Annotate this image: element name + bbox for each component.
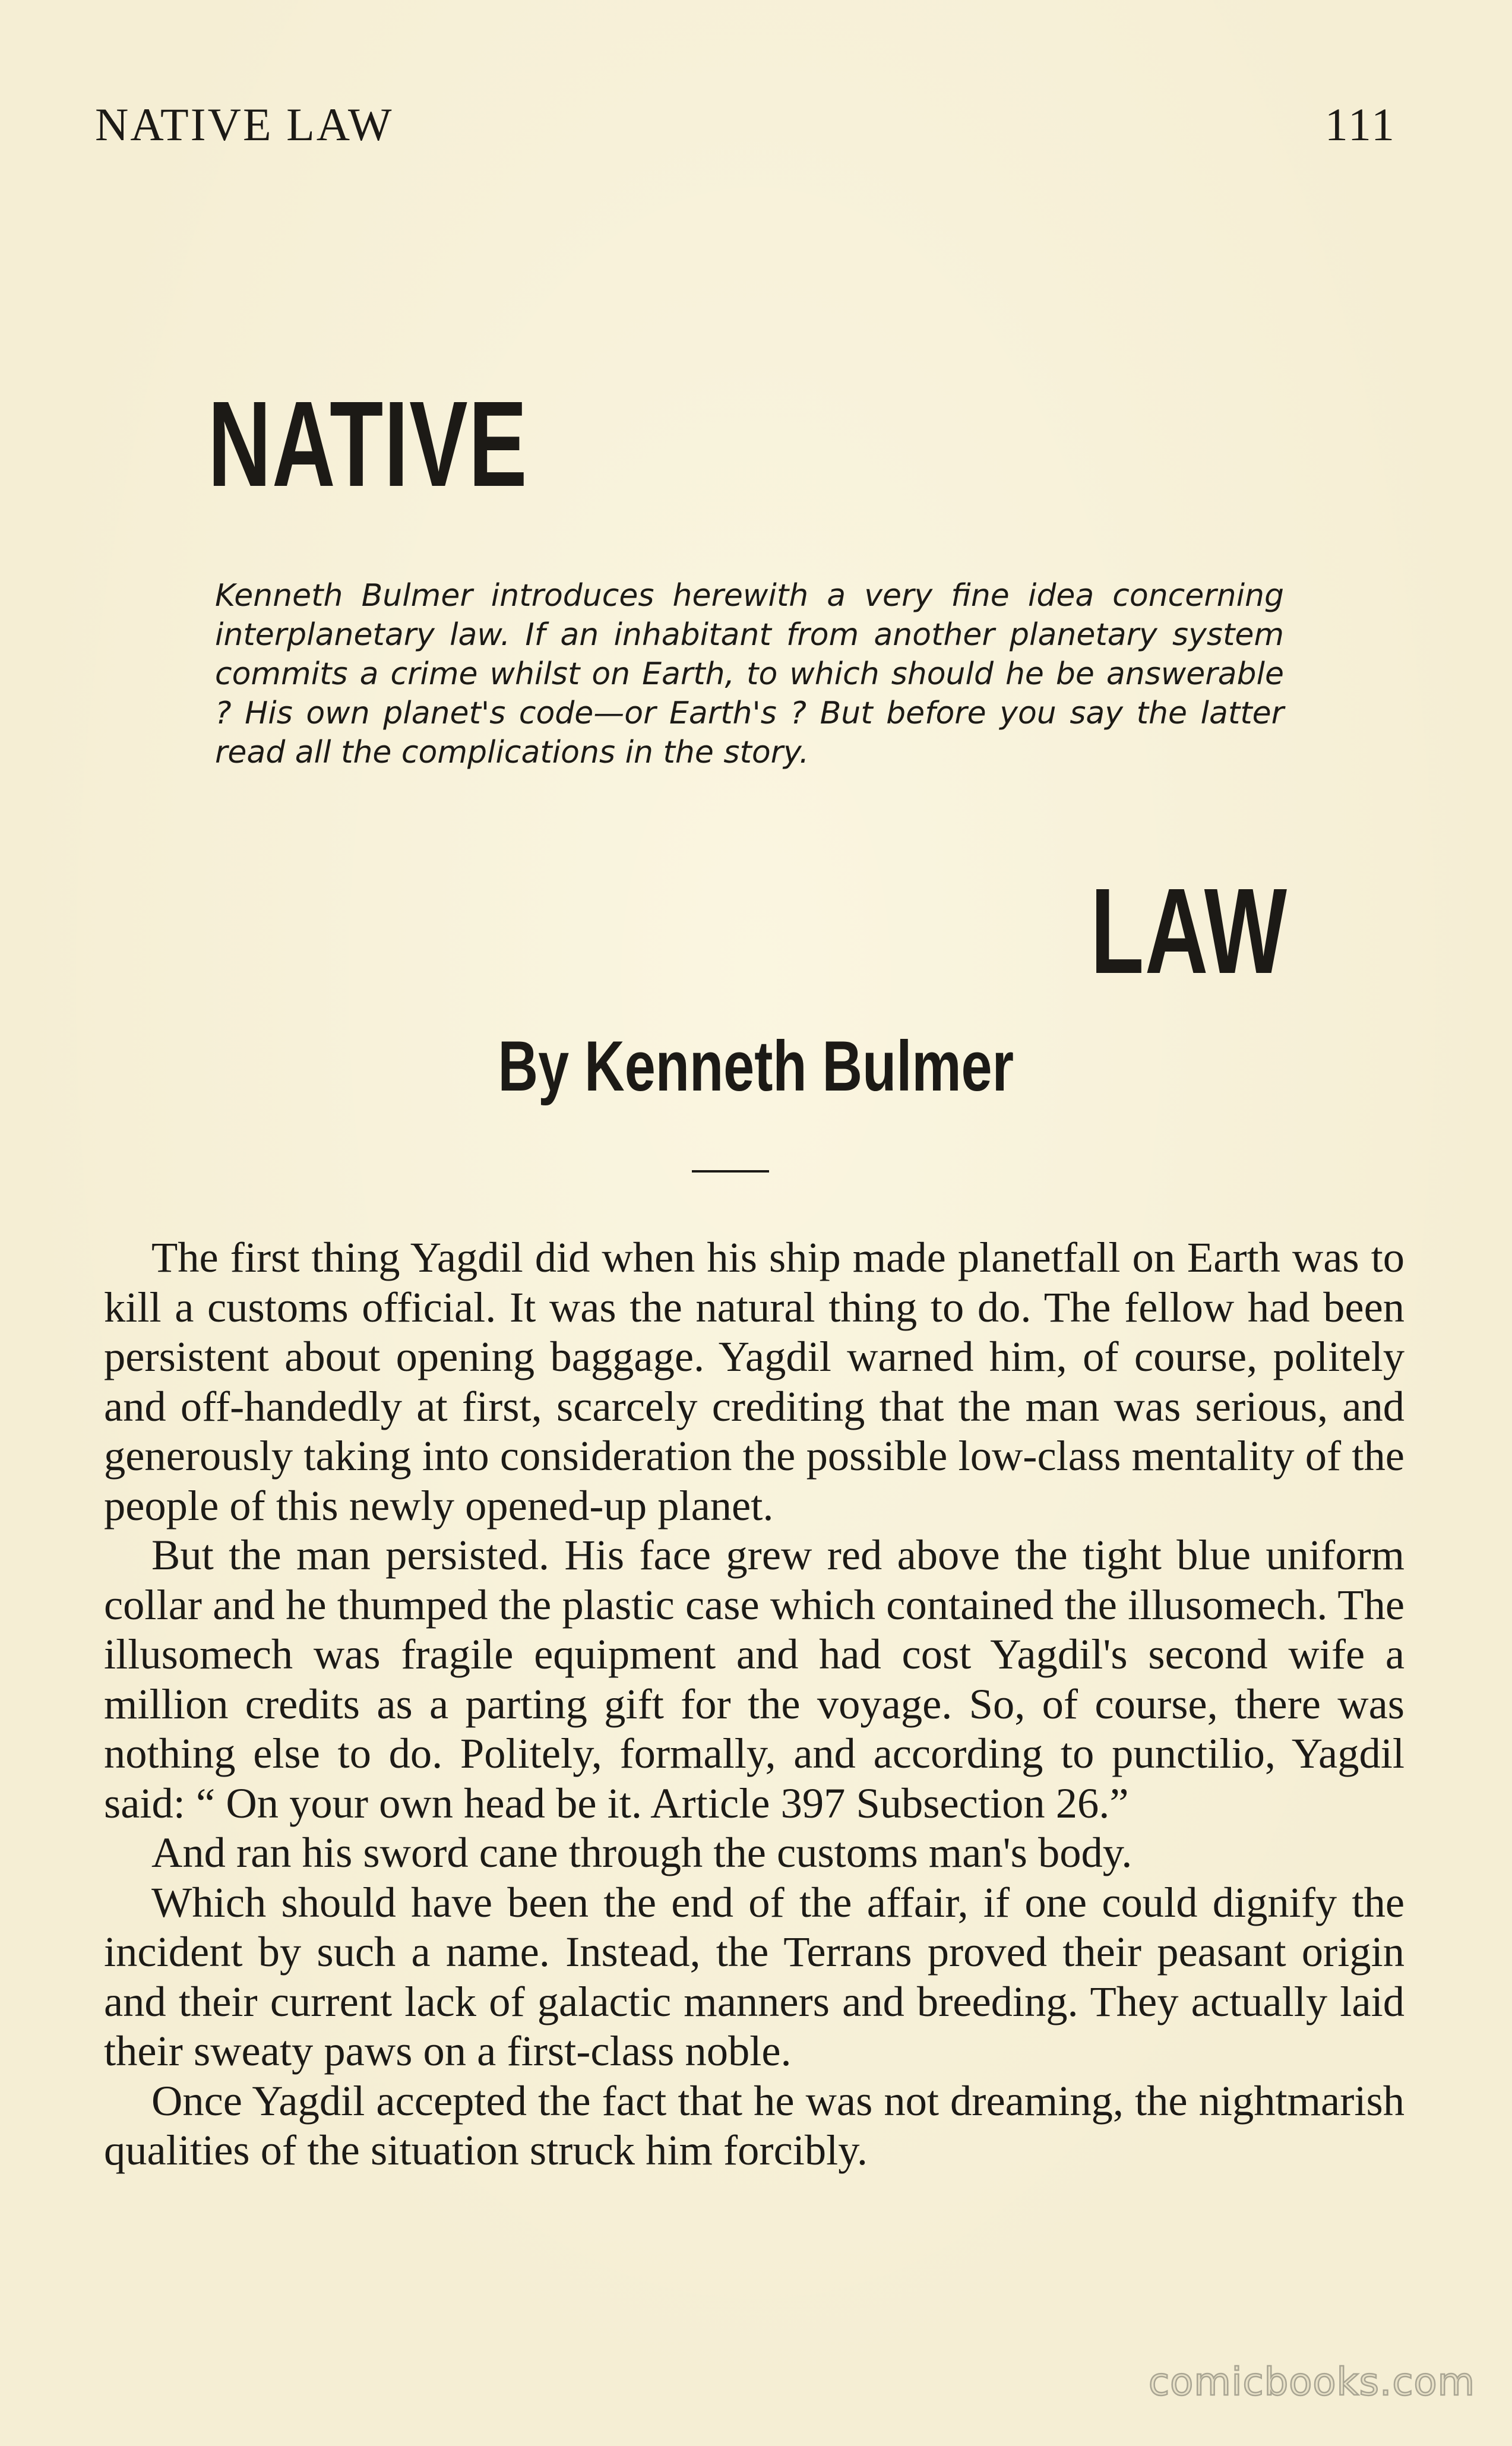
byline xyxy=(0,1026,1512,1106)
running-head xyxy=(95,98,1396,151)
paragraph: But the man persisted. His face grew red above the tight blue uniform collar and he thumped the plastic case which contained the illusomech. The illusomech was fragile equipment and had cost Yagdil's second wife a million credits as a parting gift for the voyage. So, of course, there was nothing else to do. Politely, formally, and according to punctilio, Yagdil said: “ On your own head be it. Article 397 Subsection 26.” xyxy=(104,1531,1405,1827)
section-divider xyxy=(692,1170,769,1173)
paragraph: Which should have been the end of the affair, if one could dignify the incident by such a name. Instead, the Terrans proved their peasant origin and their current lack of galactic manners and breeding. They actually laid their sweaty paws on a first-class noble. xyxy=(104,1878,1405,2075)
byline-text: By Kenneth Bulmer xyxy=(498,1026,1014,1106)
paragraph: Once Yagdil accepted the fact that he was not dreaming, the nightmarish qualities of the situation struck him forcibly. xyxy=(104,2076,1405,2174)
story-blurb: Kenneth Bulmer introduces herewith a very fine idea concerning interplanetary law. If an inhabitant from another planetary system commits a crime whilst on Earth, to which should he be answerable ? His own planet's code—or Earth's ? But before you say the latter read all the complications in the story. xyxy=(215,578,1284,770)
page-number: 111 xyxy=(1324,99,1396,150)
paragraph: And ran his sword cane through the customs man's body. xyxy=(151,1828,1133,1876)
watermark: comicbooks.com xyxy=(1148,2360,1475,2404)
running-title: NATIVE LAW xyxy=(95,99,394,150)
paragraph: The first thing Yagdil did when his ship made planetfall on Earth was to kill a customs official. It was the natural thing to do. The fellow had been persistent about opening baggage. Yagdil warned him, of course, politely and off-handedly at first, scarcely crediting that the man was serious, and generously taking into consideration the possible low-class mentality of the people of this newly opened-up planet. xyxy=(104,1233,1405,1529)
story-title-law: LAW xyxy=(1090,863,1288,999)
story-body xyxy=(104,1233,1405,2175)
story-title-native: NATIVE xyxy=(208,376,528,512)
